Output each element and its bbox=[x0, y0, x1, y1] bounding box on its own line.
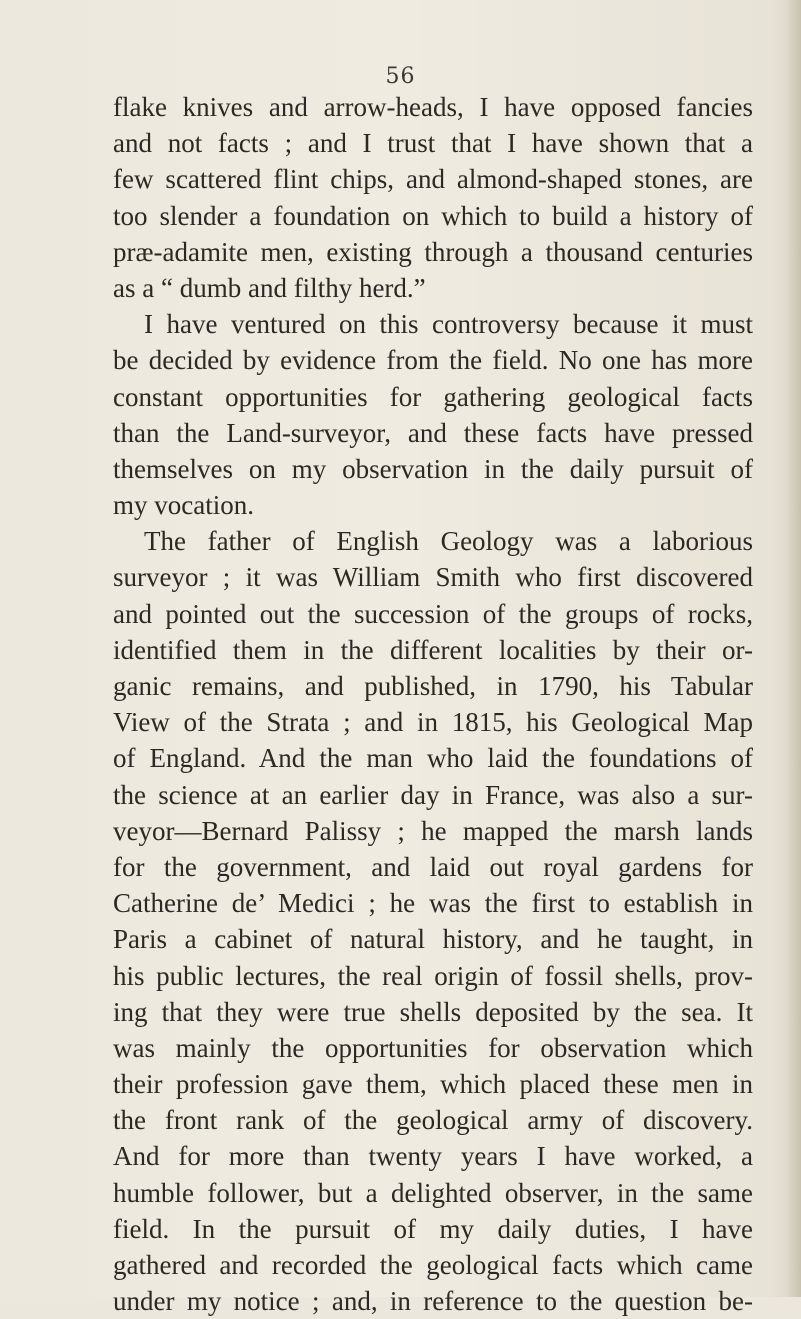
text-line: View of the Strata ; and in 1815, his Geological Map bbox=[113, 707, 753, 738]
text-line: I have ventured on this controversy because it must bbox=[144, 309, 753, 340]
text-line: their profession gave them, which placed these men in bbox=[113, 1069, 753, 1100]
text-line: ganic remains, and published, in 1790, his Tabular bbox=[113, 671, 753, 701]
text-line: Catherine de’ Medici ; he was the first to establish in bbox=[113, 888, 753, 919]
paragraph-1 bbox=[113, 89, 753, 306]
text-line: gathered and recorded the geological facts which came bbox=[113, 1250, 753, 1280]
text-line: under my notice ; and, in reference to the question be- bbox=[113, 1286, 753, 1317]
text-line: the science at an earlier day in France, was also a sur- bbox=[113, 779, 753, 810]
page-edge-shadow bbox=[787, 0, 801, 1297]
text-line: humble follower, but a delighted observer, in the same bbox=[113, 1177, 753, 1208]
text-line: the front rank of the geological army of discovery. bbox=[113, 1105, 753, 1136]
text-line: than the Land-surveyor, and these facts have pressed bbox=[113, 417, 753, 448]
text-line: præ-adamite men, existing through a thousand centuries bbox=[113, 236, 753, 267]
text-line: for the government, and laid out royal gardens for bbox=[113, 851, 753, 882]
text-line: The father of English Geology was a laborious bbox=[144, 526, 753, 557]
text-line: be decided by evidence from the field. No one has more bbox=[113, 345, 753, 376]
text-line: his public lectures, the real origin of fossil shells, prov- bbox=[113, 960, 753, 991]
text-line: few scattered flint chips, and almond-shaped stones, are bbox=[113, 164, 753, 195]
paragraph-2 bbox=[113, 306, 753, 523]
text-line: constant opportunities for gathering geological facts bbox=[113, 381, 753, 412]
paragraph-3 bbox=[113, 523, 753, 1319]
text-line: veyor—Bernard Palissy ; he mapped the marsh lands bbox=[113, 815, 753, 846]
text-line: as a “ dumb and filthy herd.” bbox=[113, 272, 426, 303]
text-line: my vocation. bbox=[113, 490, 254, 521]
text-line: identified them in the different localities by their or- bbox=[113, 634, 753, 665]
text-line: and not facts ; and I trust that I have shown that a bbox=[113, 128, 753, 159]
text-line: field. In the pursuit of my daily duties, I have bbox=[113, 1213, 753, 1244]
text-line: flake knives and arrow-heads, I have opposed fancies bbox=[113, 92, 753, 122]
text-line: ing that they were true shells deposited by the sea. It bbox=[113, 996, 753, 1027]
text-line: And for more than twenty years I have worked, a bbox=[113, 1141, 753, 1172]
text-line: and pointed out the succession of the groups of rocks, bbox=[113, 598, 753, 629]
page-number: 56 bbox=[385, 64, 416, 89]
text-line: surveyor ; it was William Smith who first discovered bbox=[113, 562, 753, 593]
text-line: of England. And the man who laid the foundations of bbox=[113, 743, 753, 774]
text-line: was mainly the opportunities for observation which bbox=[113, 1032, 753, 1063]
body-text bbox=[113, 89, 753, 1319]
text-line: Paris a cabinet of natural history, and he taught, in bbox=[113, 924, 753, 955]
text-line: themselves on my observation in the daily pursuit of bbox=[113, 453, 753, 484]
text-line: too slender a foundation on which to build a history of bbox=[113, 200, 753, 231]
